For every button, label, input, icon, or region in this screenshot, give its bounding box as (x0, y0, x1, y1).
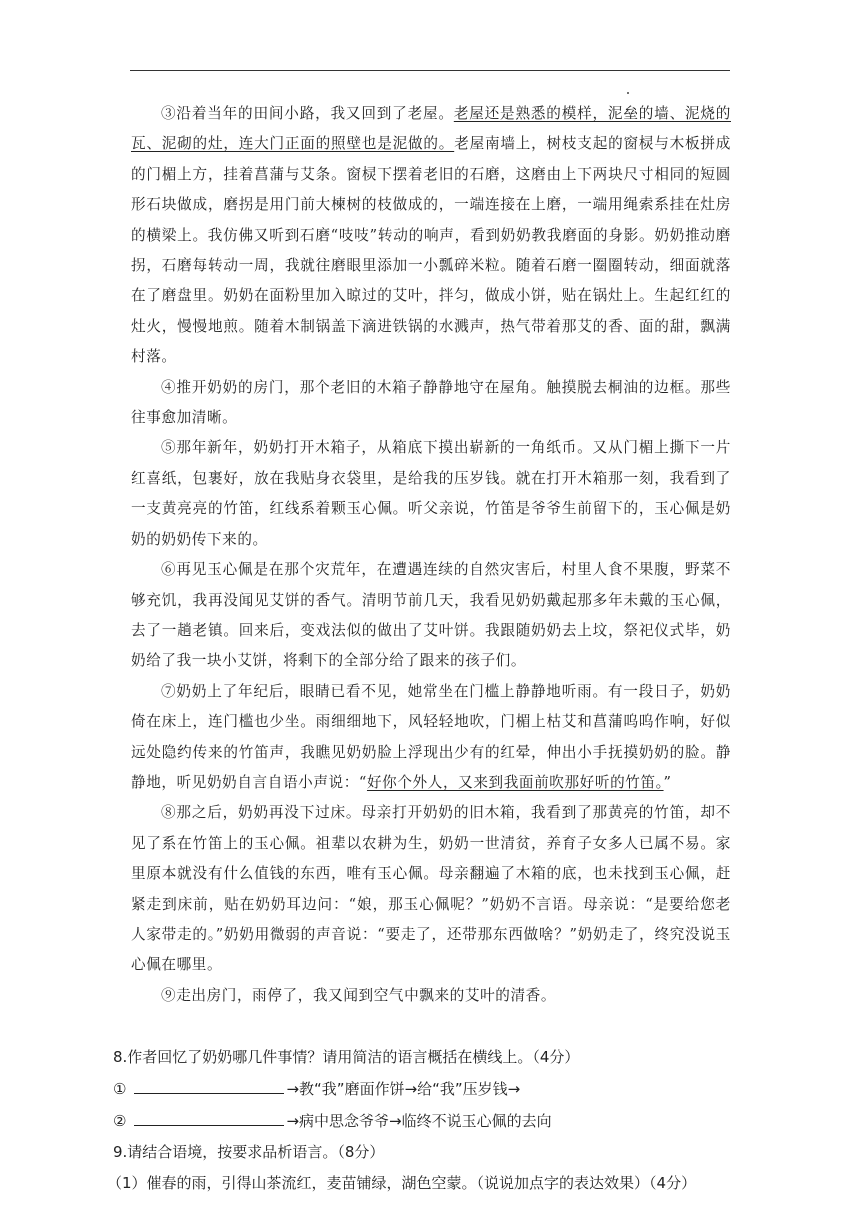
underlined-quote: 好你个外人，又来到我面前吹那好听的竹笛。 (366, 773, 664, 791)
question-8-line-1 (113, 1078, 753, 1099)
reading-passage (131, 99, 731, 1011)
question-9-title: 9.请结合语境，按要求品析语言。（8分） (113, 1143, 385, 1161)
line-1-text: →教“我”磨面作饼→给“我”压岁钱→ (286, 1080, 521, 1098)
question-8-line-2 (113, 1110, 753, 1131)
paragraph-9: ⑨走出房门，雨停了，我又闻到空气中飘来的艾叶的清香。 (161, 986, 557, 1004)
paragraph-3: ③沿着当年的田间小路，我又回到了老屋。老屋还是熟悉的模样，泥垒的墙、泥烧的瓦、泥砌的灶，连大门正面的照壁也是泥做的。老屋南墙上，树枝支起的窗棂与木板拼成的门楣上方，挂着菖蒲与艾条。窗棂下摆着老旧的石磨，这磨由上下两块尺寸相同的短圆形石块做成，磨拐是用门前大楝树的枝做成的，一端连接在上磨，一端用绳索系挂在灶房的横梁上。我仿佛又听到石磨“吱吱”转动的响声，看到奶奶教我磨面的身影。奶奶推动磨拐，石磨每转动一周，我就往磨眼里添加一小瓢碎米粒。随着石磨一圈圈转动，细面就落在了磨盘里。奶奶在面粉里加入晾过的艾叶，拌匀，做成小饼，贴在锅灶上。生起红红的灶火，慢慢地煎。随着木制锅盖下滴进铁锅的水溅声，热气带着那艾的香、面的甜，飘满村落。 (131, 105, 731, 366)
paragraph-4: ④推开奶奶的房门，那个老旧的木箱子静静地守在屋角。触摸脱去桐油的边框。那些往事愈加清晰。 (131, 378, 731, 427)
answer-blank-1[interactable] (134, 1079, 284, 1094)
header-rule (130, 70, 730, 71)
line-2-text: →病中思念爷爷→临终不说玉心佩的去向 (286, 1112, 552, 1130)
question-9-sub-1: （1）催春的雨，引得山茶流红，麦苗铺绿，湖色空蒙。（说说加点字的表达效果）（4分） (107, 1174, 697, 1192)
paragraph-7: ⑦奶奶上了年纪后，眼睛已看不见，她常坐在门槛上静静地听雨。有一段日子，奶奶倚在床上，连门槛也少坐。雨细细地下，风轻轻地吹，门楣上枯艾和菖蒲呜呜作响，好似远处隐约传来的竹笛声，我瞧见奶奶脸上浮现出少有的红晕，伸出小手抚摸奶奶的脸。静静地，听见奶奶自言自语小声说：“好你个外人，又来到我面前吹那好听的竹笛。” (131, 682, 731, 791)
underlined-sentence: 老屋还是熟悉的模样，泥垒的墙、泥烧的瓦、泥砌的灶，连大门正面的照壁也是泥做的。 (131, 105, 731, 153)
line-1-number: ① (113, 1080, 127, 1098)
stray-dot-mark (627, 92, 629, 94)
line-2-number: ② (113, 1112, 127, 1130)
answer-blank-2[interactable] (134, 1111, 284, 1126)
paragraph-5: ⑤那年新年，奶奶打开木箱子，从箱底下摸出崭新的一角纸币。又从门楣上撕下一片红喜纸，包裹好，放在我贴身衣袋里，是给我的压岁钱。就在打开木箱那一刻，我看到了一支黄亮亮的竹笛，红线系着颗玉心佩。听父亲说，竹笛是爷爷生前留下的，玉心佩是奶奶的奶奶传下来的。 (131, 439, 731, 548)
question-8-title: 8.作者回忆了奶奶哪几件事情？请用简洁的语言概括在横线上。（4分） (113, 1048, 580, 1066)
paragraph-8: ⑧那之后，奶奶再没下过床。母亲打开奶奶的旧木箱，我看到了那黄亮的竹笛，却不见了系在竹笛上的玉心佩。祖辈以农耕为生，奶奶一世清贫，养育子女多人已属不易。家里原本就没有什么值钱的东西，唯有玉心佩。母亲翻遍了木箱的底，也未找到玉心佩，赶紧走到床前，贴在奶奶耳边问：“娘，那玉心佩呢？”奶奶不言语。母亲说：“是要给您老人家带走的。”奶奶用微弱的声音说：“要走了，还带那东西做啥？”奶奶走了，终究没说玉心佩在哪里。 (131, 804, 731, 974)
paragraph-6: ⑥再见玉心佩是在那个灾荒年，在遭遇连续的自然灾害后，村里人食不果腹，野菜不够充饥，我再没闻见艾饼的香气。清明节前几天，我看见奶奶戴起那多年未戴的玉心佩，去了一趟老镇。回来后，变戏法似的做出了艾叶饼。我跟随奶奶去上坟，祭祀仪式毕，奶奶给了我一块小艾饼，将剩下的全部分给了跟来的孩子们。 (131, 561, 731, 670)
